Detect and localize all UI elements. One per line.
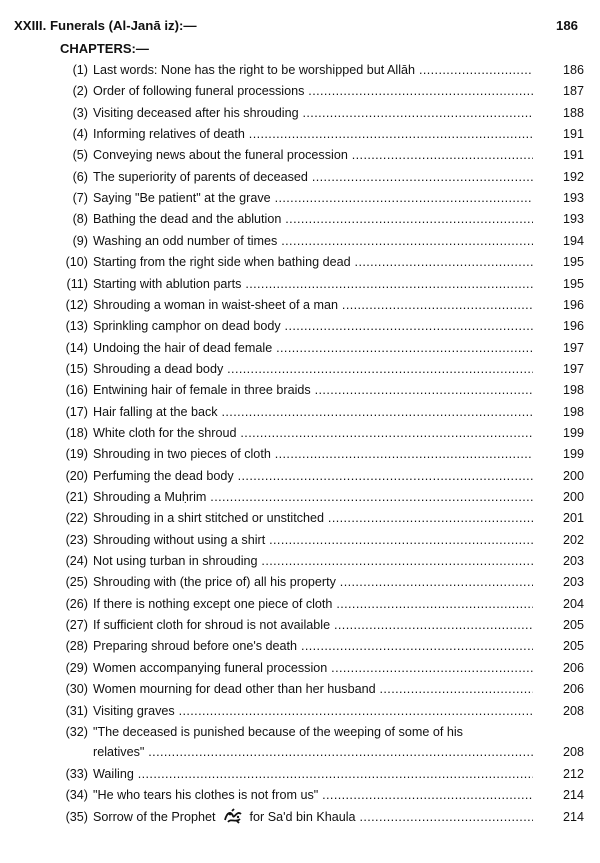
chapter-title: White cloth for the shroud ..... — [93, 423, 533, 443]
chapter-page: 198 — [562, 383, 584, 397]
chapter-number: (24) — [65, 554, 88, 568]
chapter-number: (14) — [65, 341, 88, 355]
chapter-title: Shrouding a woman in waist-sheet of a man ..... — [93, 295, 533, 315]
chapter-page: 206 — [562, 682, 584, 696]
chapter-title: Visiting graves ..... — [93, 701, 533, 721]
chapter-page: 197 — [562, 362, 584, 376]
chapter-row — [0, 295, 600, 315]
chapter-number: (31) — [65, 704, 88, 718]
chapter-number: (10) — [65, 255, 88, 269]
chapter-row — [0, 701, 600, 721]
chapter-row — [0, 636, 600, 656]
chapter-page: 203 — [562, 554, 584, 568]
chapter-page: 201 — [562, 511, 584, 525]
chapter-number: (13) — [65, 319, 88, 333]
chapter-title-line1: "The deceased is punished because of the weeping of some of his — [93, 725, 463, 739]
chapter-page: 188 — [562, 106, 584, 120]
chapter-title: Women accompanying funeral procession ..... — [93, 658, 533, 678]
chapter-page: 193 — [562, 212, 584, 226]
chapter-title: Preparing shroud before one's death ..... — [93, 636, 533, 656]
chapter-row — [0, 188, 600, 208]
chapter-page: 196 — [562, 298, 584, 312]
chapter-page: 214 — [562, 788, 584, 802]
chapter-page: 197 — [562, 341, 584, 355]
chapter-row — [0, 81, 600, 101]
chapter-row — [0, 380, 600, 400]
chapter-row — [0, 530, 600, 550]
chapter-title: Starting from the right side when bathing dead ..... — [93, 252, 533, 272]
chapter-title: Last words: None has the right to be worshipped but Allāh ..... — [93, 60, 533, 80]
chapter-row — [0, 487, 600, 507]
chapter-number: (6) — [72, 170, 88, 184]
chapter-page: 208 — [562, 745, 584, 759]
chapter-row — [0, 594, 600, 614]
chapter-row — [0, 679, 600, 699]
chapter-row — [0, 423, 600, 443]
chapter-title: Perfuming the dead body ..... — [93, 466, 533, 486]
chapter-title: Sorrow of the Prophet for Sa'd bin Khaula ..... — [93, 807, 533, 827]
chapter-page: 203 — [562, 575, 584, 589]
chapter-row — [0, 466, 600, 486]
chapter-row — [0, 103, 600, 123]
chapter-number: (22) — [65, 511, 88, 525]
chapter-page: 214 — [562, 810, 584, 824]
chapter-number: (26) — [65, 597, 88, 611]
chapter-number: (7) — [72, 191, 88, 205]
chapter-title: Visiting deceased after his shrouding ..... — [93, 103, 533, 123]
chapter-number: (29) — [65, 661, 88, 675]
chapter-title: If there is nothing except one piece of cloth ..... — [93, 594, 533, 614]
chapter-number: (35) — [65, 810, 88, 824]
chapter-row — [0, 658, 600, 678]
chapter-number: (34) — [65, 788, 88, 802]
chapter-page: 186 — [562, 63, 584, 77]
chapter-number: (21) — [65, 490, 88, 504]
chapter-row — [0, 722, 600, 764]
chapter-number: (12) — [65, 298, 88, 312]
chapter-page: 200 — [562, 490, 584, 504]
chapter-page: 187 — [562, 84, 584, 98]
chapter-number: (30) — [65, 682, 88, 696]
chapter-number: (11) — [66, 277, 88, 291]
chapter-row — [0, 124, 600, 144]
chapter-page: 192 — [562, 170, 584, 184]
chapter-row — [0, 145, 600, 165]
chapter-row — [0, 252, 600, 272]
chapter-number: (16) — [65, 383, 88, 397]
chapter-row — [0, 572, 600, 592]
salutation-calligraphy-icon — [222, 808, 244, 824]
chapter-title: If sufficient cloth for shroud is not available ..... — [93, 615, 533, 635]
chapter-number: (20) — [65, 469, 88, 483]
chapter-row — [0, 615, 600, 635]
chapter-number: (4) — [72, 127, 88, 141]
chapter-title: The superiority of parents of deceased ..... — [93, 167, 533, 187]
chapter-page: 199 — [562, 447, 584, 461]
chapter-title: Shrouding a Muḥrim ..... — [93, 487, 533, 507]
chapter-title: Shrouding without using a shirt ..... — [93, 530, 533, 550]
chapter-page: 195 — [562, 255, 584, 269]
chapter-number: (5) — [72, 148, 88, 162]
chapter-title: Conveying news about the funeral procession ..... — [93, 145, 533, 165]
chapter-number: (3) — [72, 106, 88, 120]
section-page: 186 — [555, 18, 578, 33]
section-heading — [14, 18, 586, 38]
chapter-title: "He who tears his clothes is not from us" ..... — [93, 785, 533, 805]
chapter-number: (27) — [65, 618, 88, 632]
chapter-title: Undoing the hair of dead female ..... — [93, 338, 533, 358]
chapter-number: (32) — [65, 725, 88, 739]
chapter-title: Starting with ablution parts ..... — [93, 274, 533, 294]
chapter-page: 202 — [562, 533, 584, 547]
chapter-row — [0, 359, 600, 379]
chapter-title: Washing an odd number of times ..... — [93, 231, 533, 251]
chapter-page: 196 — [562, 319, 584, 333]
chapter-page: 195 — [562, 277, 584, 291]
chapter-title: Shrouding with (the price of) all his property ..... — [93, 572, 533, 592]
chapter-title: Saying "Be patient" at the grave ..... — [93, 188, 533, 208]
chapter-number: (1) — [72, 63, 88, 77]
chapter-number: (9) — [72, 234, 88, 248]
chapter-number: (25) — [65, 575, 88, 589]
chapter-row — [0, 231, 600, 251]
chapter-title: Women mourning for dead other than her husband ..... — [93, 679, 533, 699]
chapter-page: 206 — [562, 661, 584, 675]
chapter-page: 191 — [562, 148, 584, 162]
chapters-label: CHAPTERS:— — [60, 41, 149, 56]
chapter-title: Hair falling at the back ..... — [93, 402, 533, 422]
chapter-number: (18) — [65, 426, 88, 440]
chapter-title: Not using turban in shrouding ..... — [93, 551, 533, 571]
chapter-row — [0, 785, 600, 805]
chapter-title: Shrouding a dead body ..... — [93, 359, 533, 379]
chapter-number: (17) — [65, 405, 88, 419]
chapter-row — [0, 167, 600, 187]
chapter-number: (8) — [72, 212, 88, 226]
chapter-title: Bathing the dead and the ablution ..... — [93, 209, 533, 229]
chapter-row — [0, 508, 600, 528]
chapter-page: 204 — [562, 597, 584, 611]
chapter-row — [0, 60, 600, 80]
chapter-title: Shrouding in two pieces of cloth ..... — [93, 444, 533, 464]
chapter-row — [0, 551, 600, 571]
chapter-page: 191 — [562, 127, 584, 141]
chapter-page: 199 — [562, 426, 584, 440]
chapter-number: (15) — [65, 362, 88, 376]
chapter-page: 194 — [562, 234, 584, 248]
chapter-number: (2) — [72, 84, 88, 98]
chapter-page: 205 — [562, 639, 584, 653]
chapter-number: (28) — [65, 639, 88, 653]
section-title: Funerals (Al-Janā iz):— — [50, 18, 197, 33]
chapter-row — [0, 274, 600, 294]
chapter-page: 212 — [562, 767, 584, 781]
chapter-row — [0, 209, 600, 229]
chapter-title: Order of following funeral processions ..... — [93, 81, 533, 101]
chapter-page: 200 — [562, 469, 584, 483]
chapter-row — [0, 764, 600, 784]
chapter-number: (23) — [65, 533, 88, 547]
chapter-row — [0, 807, 600, 827]
chapter-number: (33) — [65, 767, 88, 781]
chapter-row — [0, 444, 600, 464]
chapter-row — [0, 402, 600, 422]
chapter-title-line2: relatives" ..... — [93, 742, 533, 762]
chapter-title: Sprinkling camphor on dead body ..... — [93, 316, 533, 336]
chapter-title: Wailing ..... — [93, 764, 533, 784]
chapter-row — [0, 338, 600, 358]
chapter-page: 193 — [562, 191, 584, 205]
chapter-title: Informing relatives of death ..... — [93, 124, 533, 144]
chapter-page: 198 — [562, 405, 584, 419]
chapter-page: 208 — [562, 704, 584, 718]
chapter-title: Shrouding in a shirt stitched or unstitched ..... — [93, 508, 533, 528]
chapter-row — [0, 316, 600, 336]
chapter-title: Entwining hair of female in three braids ..... — [93, 380, 533, 400]
chapter-page: 205 — [562, 618, 584, 632]
chapter-number: (19) — [65, 447, 88, 461]
section-number: XXIII. — [14, 18, 47, 33]
